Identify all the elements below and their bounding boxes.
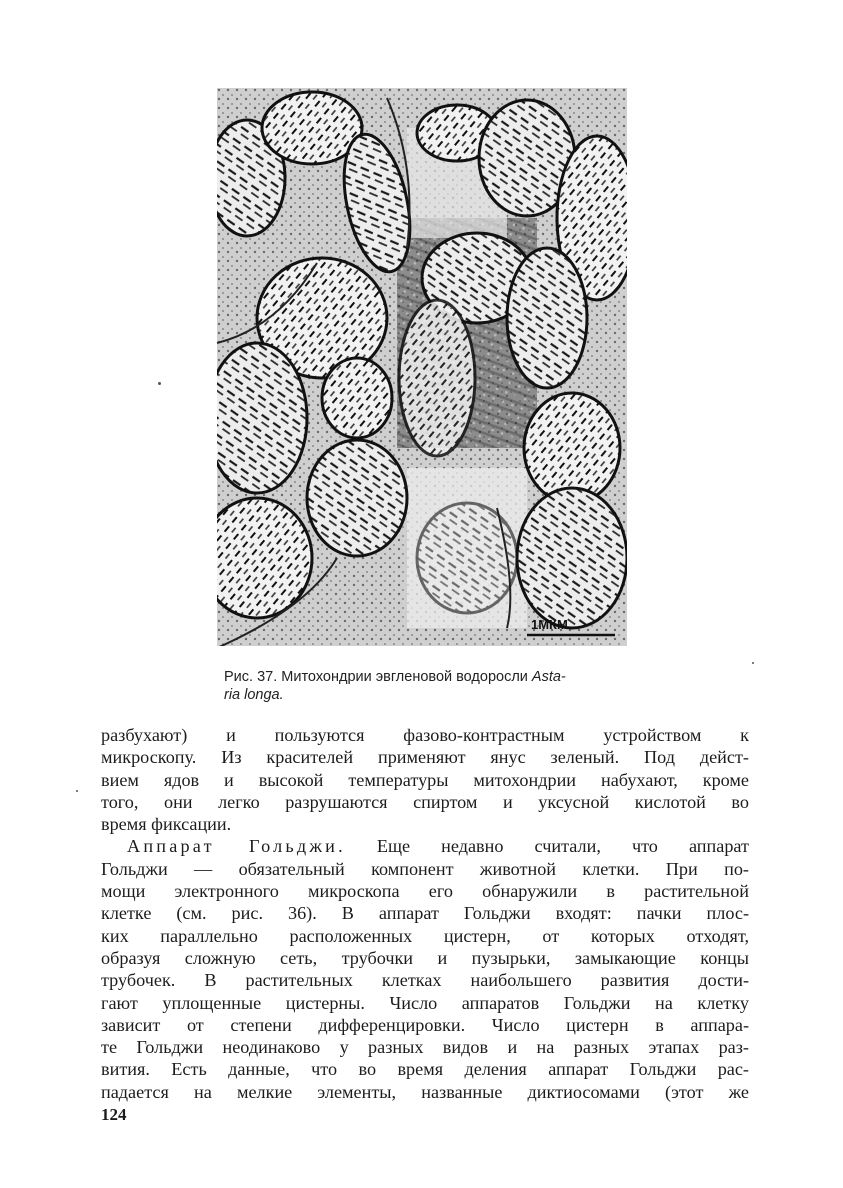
text-line: вием ядов и высокой температуры митохондрии набухают, кроме [101, 769, 749, 790]
paragraph-golgi [101, 835, 749, 1103]
paragraph-mitochondria-end [101, 724, 749, 835]
micrograph-figure [217, 88, 627, 646]
scan-speck [752, 662, 754, 664]
text-line-first: Аппарат Гольджи. Еще недавно считали, что аппарат [127, 836, 749, 857]
body-text [101, 724, 749, 1103]
caption-species-name-part1: Asta- [531, 669, 566, 685]
text-line: те Гольджи неодинаково у разных видов и на разных этапах раз- [101, 1037, 749, 1058]
page-number: 124 [101, 1105, 127, 1124]
text-line: время фиксации. [101, 814, 232, 835]
text-line: ких параллельно расположенных цистерн, от которых отходят, [101, 925, 749, 946]
text-line: трубочек. В растительных клетках наибольшего развития дости- [101, 970, 749, 991]
text-line: образуя сложную сеть, трубочки и пузырьки, замыкающие концы [101, 947, 749, 968]
text-line: микроскопу. Из красителей применяют янус зеленый. Под дейст- [101, 747, 749, 768]
caption-species-name-part2: ria longa. [224, 687, 284, 703]
text-line: Гольджи — обязательный компонент животной клетки. При по- [101, 858, 749, 879]
text-line: того, они легко разрушаются спиртом и уксусной кислотой во [101, 791, 749, 812]
figure-caption [224, 668, 624, 704]
mitochondria-micrograph [217, 88, 627, 646]
section-lead-term: Аппарат Гольджи. [127, 836, 346, 857]
caption-text: Рис. 37. Митохондрии эвгленовой водоросли [224, 669, 532, 685]
text-line: зависит от степени дифференцировки. Число цистерн в аппара- [101, 1014, 749, 1035]
scan-speck [158, 382, 161, 385]
text-line: падается на мелкие элементы, названные диктиосомами (этот же [101, 1081, 749, 1102]
text-line: разбухают) и пользуются фазово-контрастным устройством к [101, 725, 749, 745]
text-line: клетке (см. рис. 36). В аппарат Гольджи входят: пачки плос- [101, 903, 749, 924]
scan-speck [76, 790, 78, 792]
text-line: гают уплощенные цистерны. Число аппаратов Гольджи на клетку [101, 992, 749, 1013]
text-line: вития. Есть данные, что во время деления аппарат Гольджи рас- [101, 1059, 749, 1080]
scale-bar-label: 1МКМ [531, 617, 568, 632]
text-line: мощи электронного микроскопа его обнаружили в растительной [101, 881, 749, 902]
